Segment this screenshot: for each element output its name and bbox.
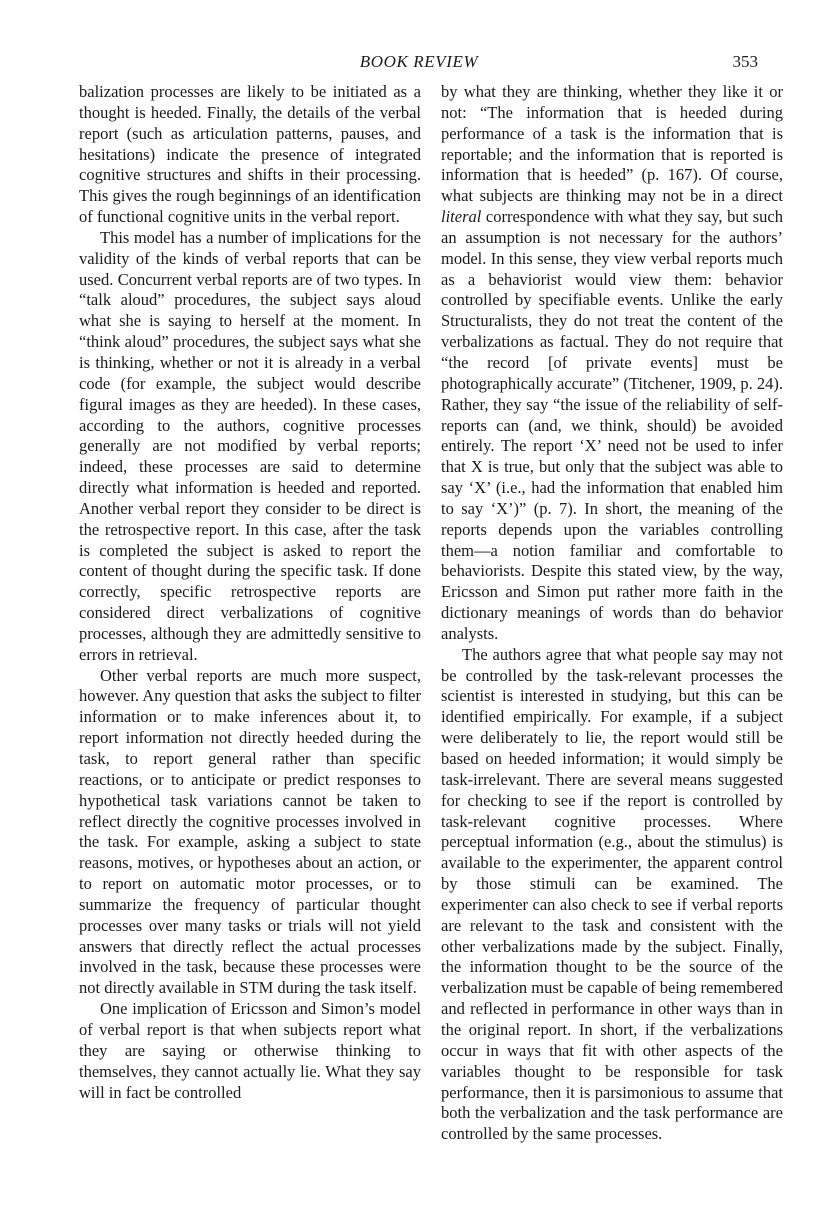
paragraph: One implication of Ericsson and Simon’s model of verbal report is that when subjects report what they are saying or otherwise thinking to themselves, they cannot actually lie. What they say will in fact be controlled — [79, 999, 421, 1102]
left-column — [79, 82, 421, 1103]
paragraph: Other verbal reports are much more suspect, however. Any question that asks the subject to filter information or to make inferences about it, to report information not directly heeded during the task, to report general rather than specific reactions, or to anticipate or predict responses to hypothetical task variations cannot be taken to reflect directly the cognitive processes involved in the task. For example, asking a subject to state reasons, motives, or hypotheses about an action, or to report on automatic motor processes, or to summarize the frequency of particular thought processes over many tasks or trials will not yield answers that directly reflect the actual processes involved in the task, because these processes were not directly available in STM during the task itself. — [79, 665, 421, 998]
paragraph: The authors agree that what people say may not be controlled by the task-relevant processes the scientist is interested in studying, but this can be identified empirically. For example, if a subject were deliberately to lie, the report would still be based on heeded information; it would simply be task-irrelevant. There are several means suggested for checking to see if the report is controlled by task-relevant cognitive processes. Where perceptual information (e.g., about the stimulus) is available to the experimenter, the apparent control by those stimuli can be examined. The experimenter can also check to see if verbal reports are relevant to the task and consistent with the other verbalizations made by the subject. Finally, the information thought to be the source of the verbalization must be capable of being remembered and reflected in performance in other ways than in the original report. In short, if the verbalizations occur in ways that fit with other aspects of the variables thought to be responsible for task performance, then it is parsimonious to assume that both the verbalization and the task performance are controlled by the same processes. — [441, 644, 783, 1144]
page-number: 353 — [732, 52, 758, 71]
italic-word: literal — [441, 207, 482, 227]
right-column — [441, 82, 783, 1145]
text-run: correspondence with what they say, but such an assumption is not necessary for the authors’ model. In this sense, they view verbal reports much as a behaviorist would view them: behavior controlled by specifiable events. Unlike the early Structuralists, they do not treat the content of the verbalizations as factual. They do not require that “the record [of private events] must be photographically accurate” (Titchener, 1909, p. 24). Rather, they say “the issue of the reliability of self-reports can (and, we think, should) be avoided entirely. The report ‘X’ need not be used to infer that X is true, but only that the subject was able to say ‘X’ (i.e., had the information that enabled him to say ‘X’)” (p. 7). In short, the meaning of the reports depends upon the variables controlling them—a notion familiar and comfortable to behaviorists. Despite this stated view, by the way, Ericsson and Simon put rather more faith in the dictionary meanings of words than do behavior analysts. — [441, 207, 783, 643]
running-head: BOOK REVIEW — [359, 52, 479, 71]
paragraph: This model has a number of implications for the validity of the kinds of verbal reports that can be used. Concurrent verbal reports are of two types. In “talk aloud” procedures, the subject says aloud what she is saying to herself at the moment. In “think aloud” procedures, the subject says what she is thinking, whether or not it is already in a verbal code (for example, the subject would describe figural images as they are heeded). In these cases, according to the authors, cognitive processes generally are not modified by verbal reports; indeed, these processes are said to determine directly what information is heeded and reported. Another verbal report they consider to be direct is the retrospective report. In this case, after the task is completed the subject is asked to report the content of thought during the specific task. If done correctly, specific retrospective reports are considered direct verbalizations of cognitive processes, although they are admittedly sensitive to errors in retrieval. — [79, 227, 421, 664]
paragraph: balization processes are likely to be initiated as a thought is heeded. Finally, the details of the verbal report (such as articulation patterns, pauses, and hesitations) indicate the presence of integrated cognitive structures and shifts in their processing. This gives the rough beginnings of an identification of functional cognitive units in the verbal report. — [79, 82, 421, 227]
page-header — [78, 52, 760, 82]
paragraph — [441, 82, 783, 645]
text-run: by what they are thinking, whether they like it or not: “The information that is heeded during performance of a task is the information that is reportable; and the information that is reported is information that is heeded” (p. 167). Of course, what subjects are thinking may not be in a direct — [441, 82, 783, 206]
